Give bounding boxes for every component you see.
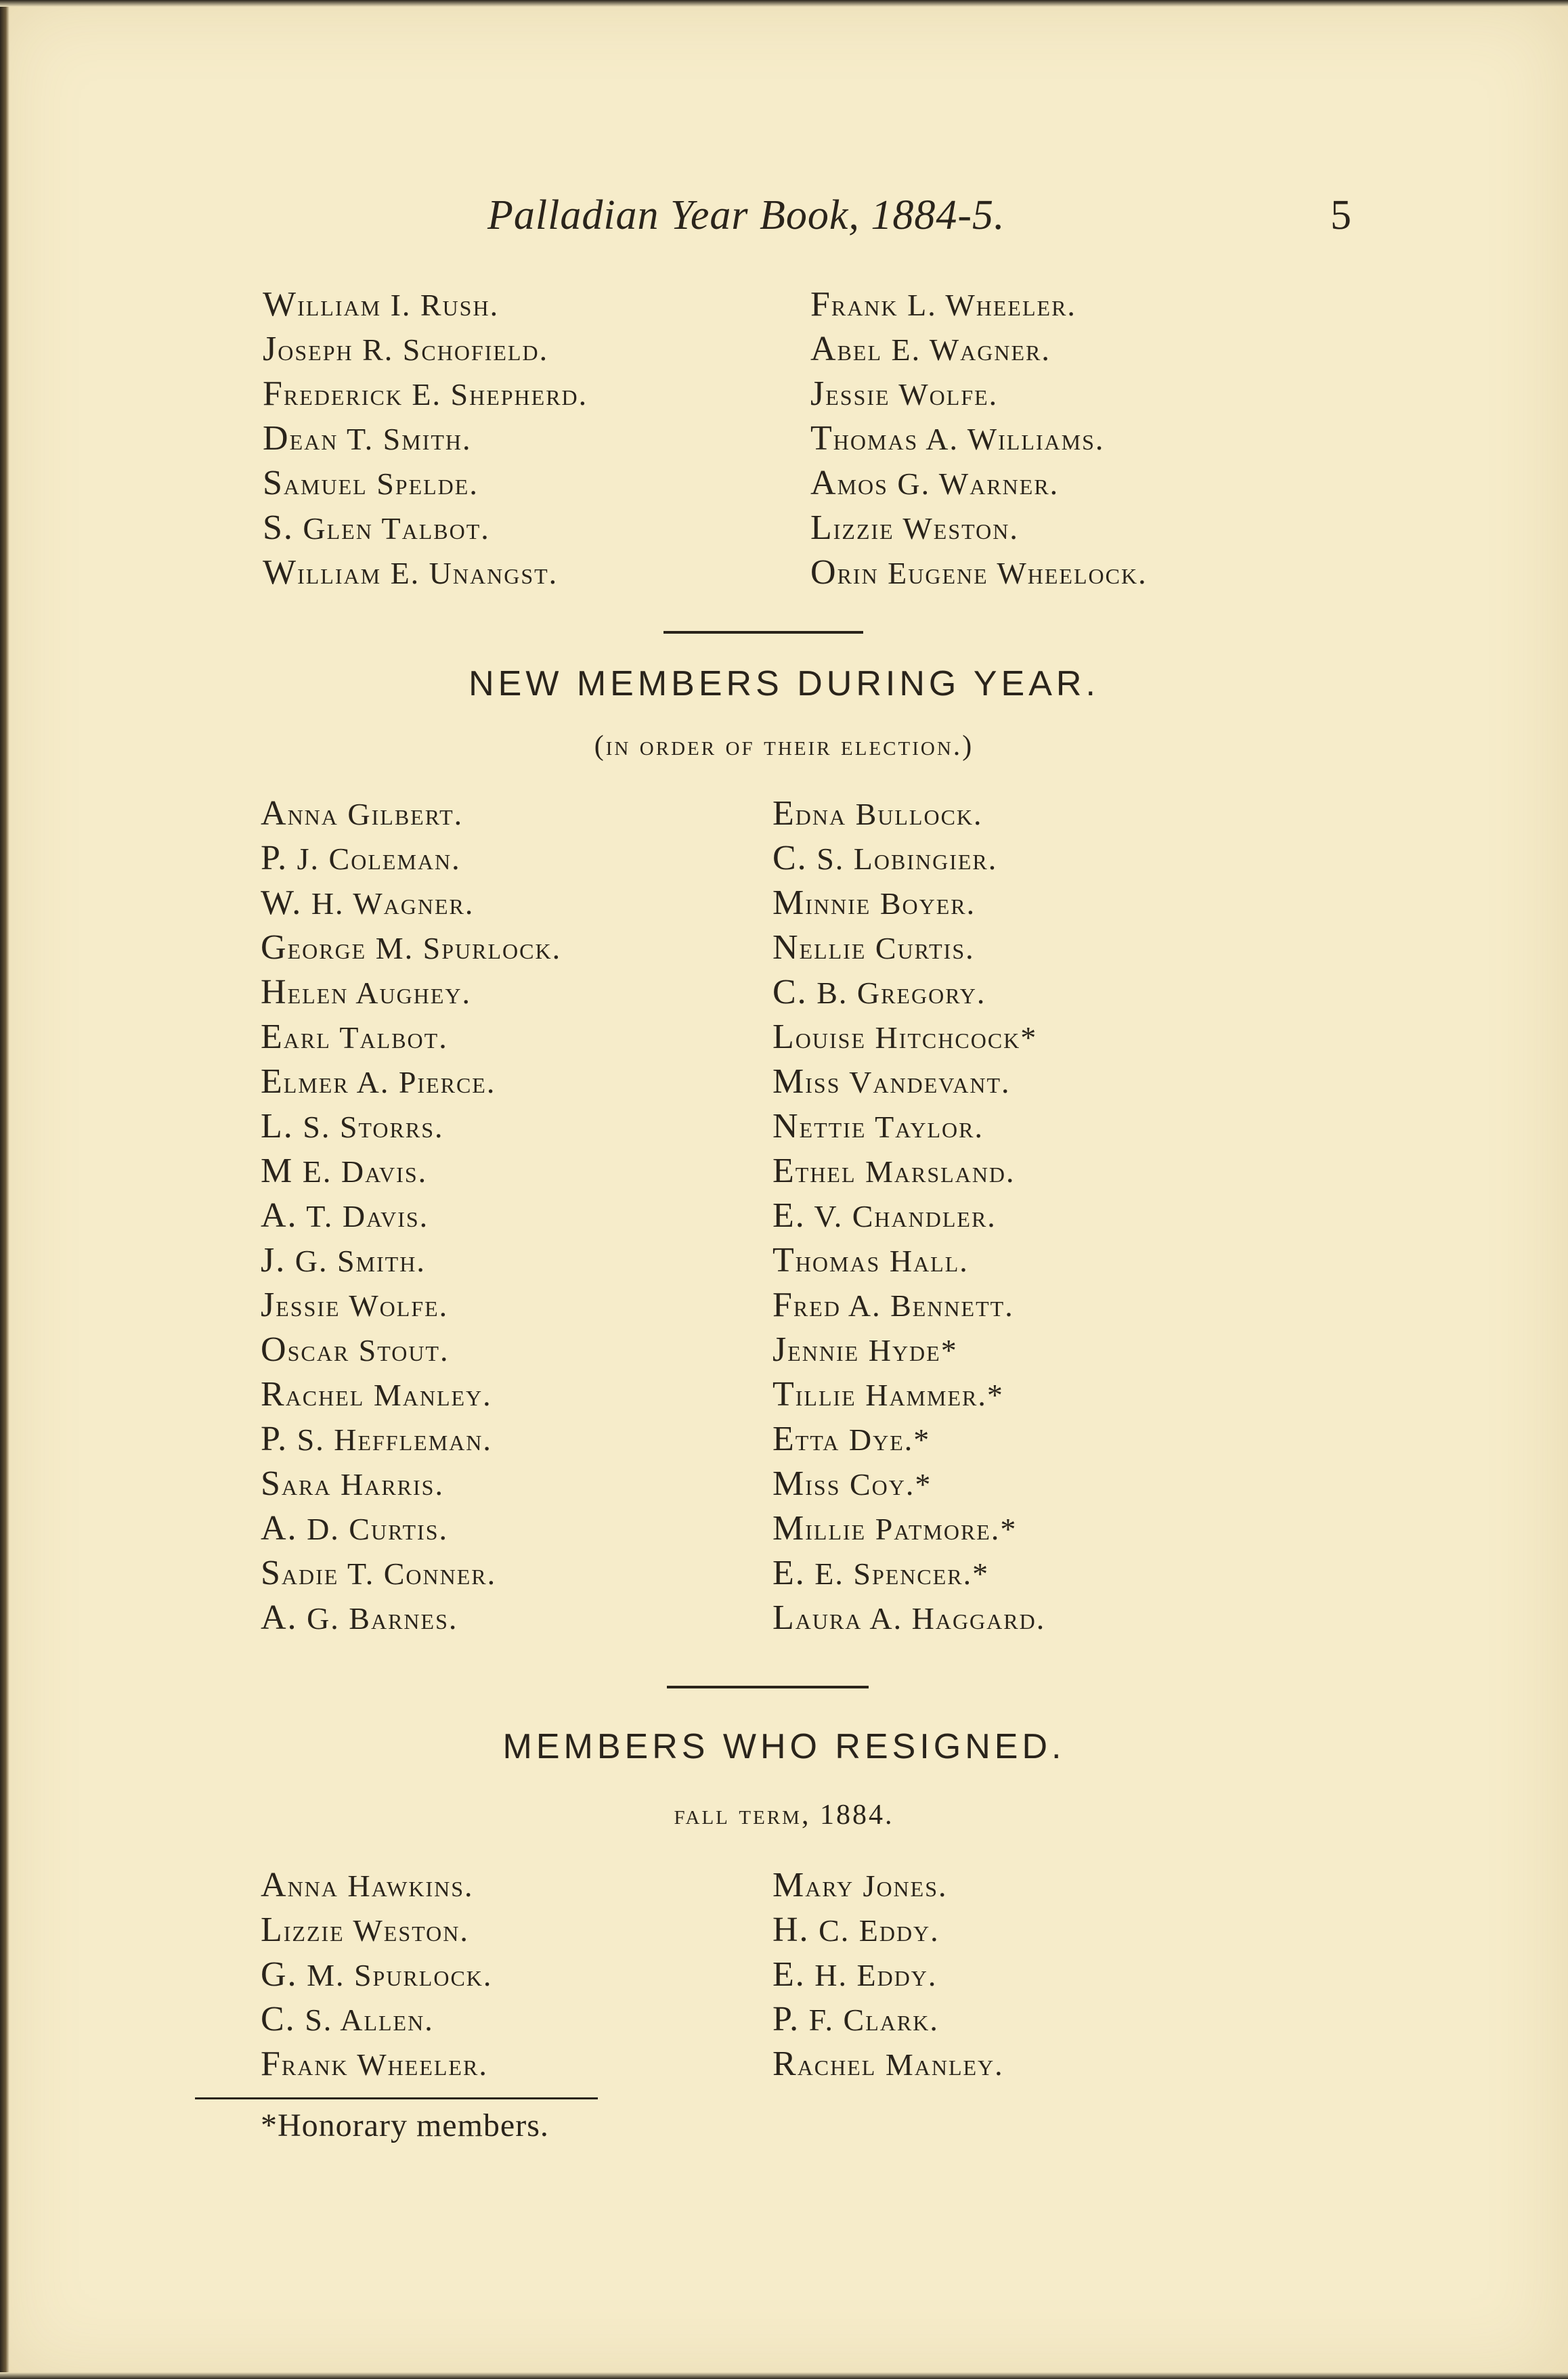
resigned-subheading: fall term, 1884.: [674, 1799, 894, 1831]
member-name: L. S. Storrs.: [261, 1107, 444, 1145]
section-divider: [667, 1686, 869, 1688]
member-name: Jennie Hyde*: [772, 1330, 958, 1369]
member-name: Etta Dye.*: [772, 1420, 931, 1458]
member-name: G. M. Spurlock.: [261, 1955, 493, 1994]
member-name: Jessie Wolfe.: [810, 374, 999, 413]
member-name: Rachel Manley.: [772, 2045, 1004, 2083]
footnote: *Honorary members.: [261, 2108, 549, 2143]
member-name: Thomas A. Williams.: [810, 419, 1105, 458]
section-divider: [663, 631, 863, 634]
member-name: Miss Vandevant.: [772, 1062, 1011, 1101]
page-edge-bottom: [0, 2372, 1568, 2379]
member-name: Nettie Taylor.: [772, 1107, 984, 1145]
page-edge-left: [0, 0, 9, 2379]
member-name: Miss Coy.*: [772, 1464, 932, 1503]
member-name: Fred A. Bennett.: [772, 1286, 1014, 1324]
member-name: E. H. Eddy.: [772, 1955, 938, 1994]
member-name: P. J. Coleman.: [261, 839, 461, 877]
member-name: H. C. Eddy.: [772, 1911, 940, 1949]
member-name: S. Glen Talbot.: [263, 508, 490, 547]
resigned-heading: MEMBERS WHO RESIGNED.: [502, 1727, 1066, 1766]
member-name: Sara Harris.: [261, 1464, 444, 1503]
resigned-left-column: [261, 1863, 492, 2087]
member-name: Rachel Manley.: [261, 1375, 492, 1414]
member-name: William I. Rush.: [263, 285, 500, 324]
member-name: A. D. Curtis.: [261, 1509, 448, 1548]
member-name: J. G. Smith.: [261, 1241, 426, 1280]
member-name: E. V. Chandler.: [772, 1196, 997, 1235]
members-continued-left-column: [263, 282, 588, 595]
member-name: Mary Jones.: [772, 1866, 948, 1904]
new-members-right-column: [772, 791, 1045, 1640]
member-name: Anna Hawkins.: [261, 1866, 474, 1904]
member-name: Tillie Hammer.*: [772, 1375, 1004, 1414]
resigned-right-column: [772, 1863, 1004, 2087]
member-name: Nellie Curtis.: [772, 928, 975, 967]
member-name: Jessie Wolfe.: [261, 1286, 449, 1324]
member-name: Frank Wheeler.: [261, 2045, 488, 2083]
member-name: C. S. Allen.: [261, 2000, 434, 2038]
member-name: William E. Unangst.: [263, 553, 559, 592]
new-members-subheading: (in order of their election.): [594, 730, 974, 762]
member-name: P. S. Heffleman.: [261, 1420, 492, 1458]
member-name: Millie Patmore.*: [772, 1509, 1018, 1548]
member-name: Joseph R. Schofield.: [263, 330, 549, 368]
member-name: Frank L. Wheeler.: [810, 285, 1076, 324]
member-name: George M. Spurlock.: [261, 928, 562, 967]
member-name: Louise Hitchcock*: [772, 1018, 1038, 1056]
member-name: Lizzie Weston.: [261, 1911, 469, 1949]
member-name: C. B. Gregory.: [772, 973, 986, 1011]
members-continued-right-column: [810, 282, 1148, 595]
member-name: Anna Gilbert.: [261, 794, 464, 833]
member-name: Samuel Spelde.: [263, 464, 479, 502]
member-name: Amos G. Warner.: [810, 464, 1060, 502]
running-header-title: Palladian Year Book, 1884-5.: [487, 192, 1005, 238]
page-number: 5: [1330, 192, 1351, 238]
member-name: Abel E. Wagner.: [810, 330, 1051, 368]
member-name: Dean T. Smith.: [263, 419, 472, 458]
member-name: A. G. Barnes.: [261, 1598, 458, 1637]
member-name: Ethel Marsland.: [772, 1152, 1016, 1190]
new-members-heading: NEW MEMBERS DURING YEAR.: [469, 664, 1099, 703]
member-name: Oscar Stout.: [261, 1330, 450, 1369]
member-name: Earl Talbot.: [261, 1018, 448, 1056]
member-name: E. E. Spencer.*: [772, 1554, 990, 1592]
page-edge-top: [0, 0, 1568, 7]
member-name: P. F. Clark.: [772, 2000, 939, 2038]
member-name: Helen Aughey.: [261, 973, 471, 1011]
member-name: Thomas Hall.: [772, 1241, 969, 1280]
member-name: C. S. Lobingier.: [772, 839, 998, 877]
member-name: Elmer A. Pierce.: [261, 1062, 496, 1101]
member-name: Laura A. Haggard.: [772, 1598, 1046, 1637]
member-name: Orin Eugene Wheelock.: [810, 553, 1148, 592]
new-members-left-column: [261, 791, 561, 1640]
member-name: M E. Davis.: [261, 1152, 428, 1190]
member-name: Sadie T. Conner.: [261, 1554, 497, 1592]
member-name: Edna Bullock.: [772, 794, 983, 833]
member-name: Frederick E. Shepherd.: [263, 374, 588, 413]
member-name: Lizzie Weston.: [810, 508, 1019, 547]
member-name: W. H. Wagner.: [261, 883, 475, 922]
footnote-divider: [195, 2097, 598, 2099]
member-name: A. T. Davis.: [261, 1196, 429, 1235]
member-name: Minnie Boyer.: [772, 883, 976, 922]
